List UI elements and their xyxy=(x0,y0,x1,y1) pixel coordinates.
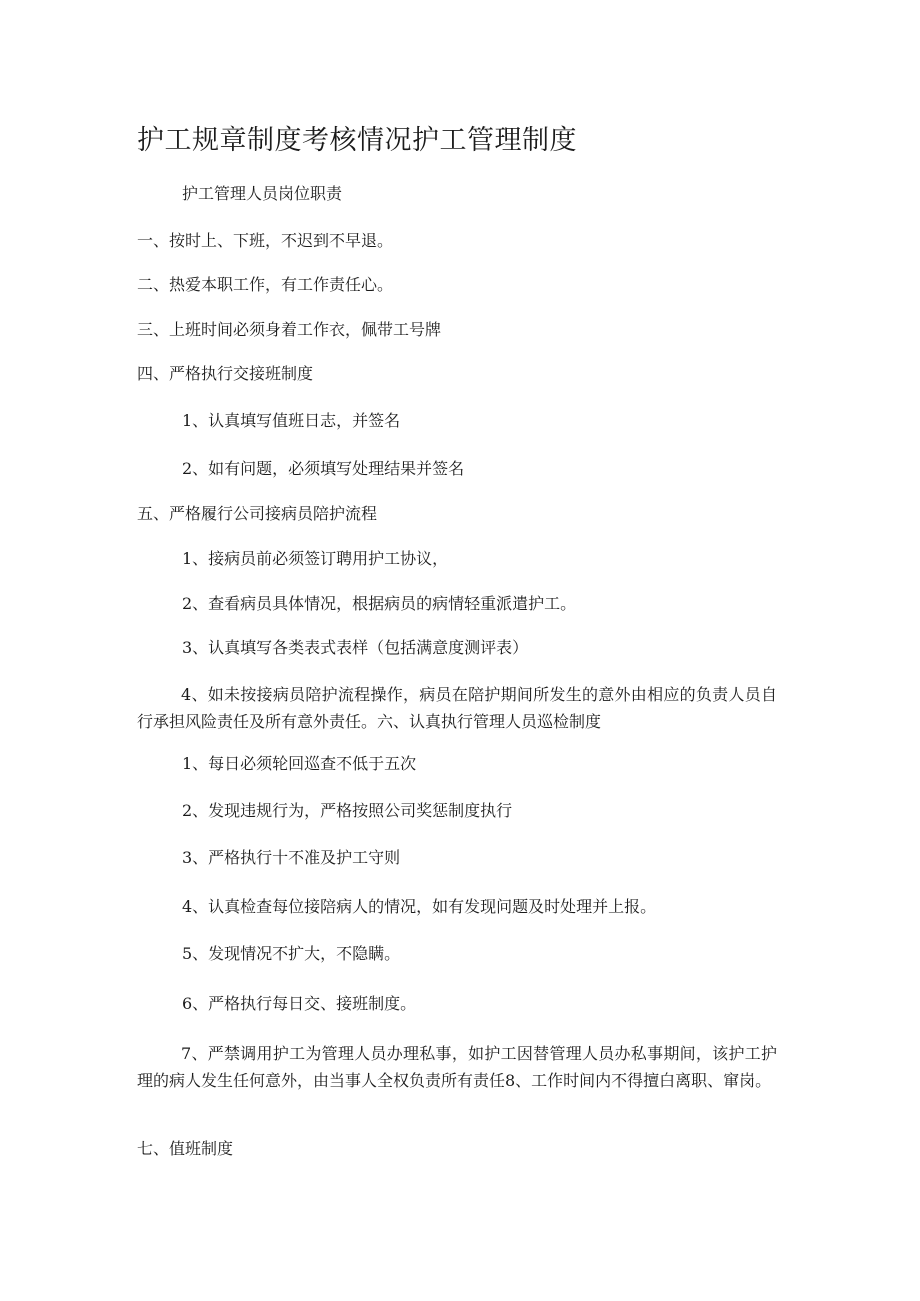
rule-subitem: 1、认真填写值班日志，并签名 xyxy=(182,411,401,430)
rule-subitem: 2、发现违规行为，严格按照公司奖惩制度执行 xyxy=(182,801,513,820)
rule-item: 四、严格执行交接班制度 xyxy=(137,364,314,383)
rule-item: 七、值班制度 xyxy=(137,1139,234,1158)
rule-subitem: 3、认真填写各类表式表样（包括满意度测评表） xyxy=(182,638,529,657)
rule-item: 二、热爱本职工作，有工作责任心。 xyxy=(137,275,394,294)
rule-paragraph: 7、严禁调用护工为管理人员办理私事，如护工因替管理人员办私事期间，该护工护理的病人发生任何意外，由当事人全权负责所有责任8、工作时间内不得擅白离职、窜岗。 xyxy=(137,1044,777,1090)
rule-subitem: 6、严格执行每日交、接班制度。 xyxy=(182,994,417,1013)
section-heading: 护工管理人员岗位职责 xyxy=(182,184,343,203)
rule-item: 一、按时上、下班，不迟到不早退。 xyxy=(137,231,394,250)
rule-paragraph: 4、如未按接病员陪护流程操作，病员在陪护期间所发生的意外由相应的负责人员自行承担风险责任及所有意外责任。六、认真执行管理人员巡检制度 xyxy=(137,685,777,731)
rule-item: 五、严格履行公司接病员陪护流程 xyxy=(137,504,378,523)
rule-subitem: 2、查看病员具体情况，根据病员的病情轻重派遣护工。 xyxy=(182,594,577,613)
rule-subitem: 2、如有问题，必须填写处理结果并签名 xyxy=(182,459,465,478)
rule-subitem: 1、接病员前必须签订聘用护工协议， xyxy=(182,549,449,568)
rule-subitem: 1、每日必须轮回巡查不低于五次 xyxy=(182,754,417,773)
document-title: 护工规章制度考核情况护工管理制度 xyxy=(137,125,577,156)
rule-subitem: 4、认真检查每位接陪病人的情况，如有发现问题及时处理并上报。 xyxy=(182,897,657,916)
rule-item: 三、上班时间必须身着工作衣，佩带工号牌 xyxy=(137,320,442,339)
rule-subitem: 5、发现情况不扩大，不隐瞒。 xyxy=(182,944,401,963)
rule-subitem: 3、严格执行十不准及护工守则 xyxy=(182,848,401,867)
